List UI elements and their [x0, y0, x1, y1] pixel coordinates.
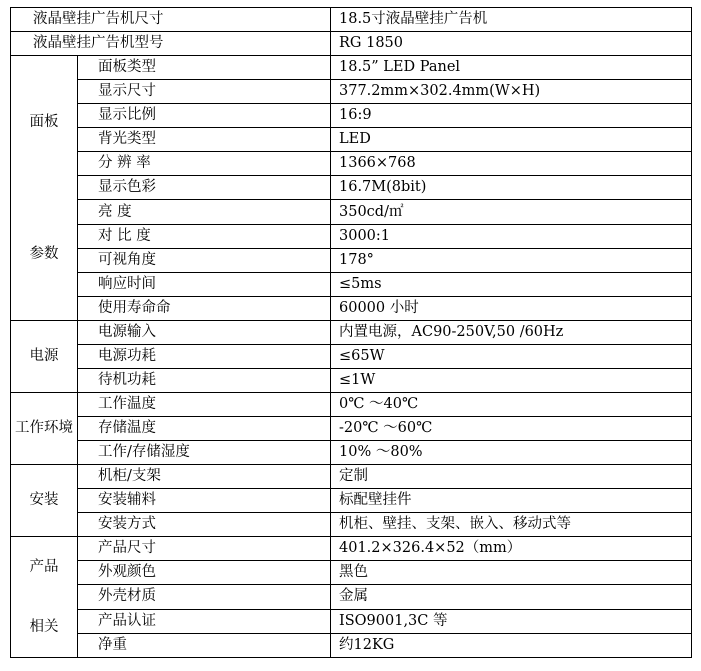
- param-name: 存储温度: [78, 417, 331, 441]
- param-name: 产品尺寸: [78, 537, 331, 561]
- table-row: [11, 104, 692, 128]
- param-value: 60000 小时: [331, 296, 692, 320]
- param-value: ≤1W: [331, 369, 692, 393]
- param-value: 标配壁挂件: [331, 489, 692, 513]
- table-row: [11, 633, 692, 657]
- row-value-size: 18.5寸液晶壁挂广告机: [331, 8, 692, 32]
- param-value: 18.5” LED Panel: [331, 56, 692, 80]
- category-cell: [11, 321, 78, 393]
- param-value: 金属: [331, 585, 692, 609]
- param-name: 净重: [78, 633, 331, 657]
- param-value: 黑色: [331, 561, 692, 585]
- param-name: 电源输入: [78, 321, 331, 345]
- param-name: 亮 度: [78, 200, 331, 224]
- param-name: 分 辨 率: [78, 152, 331, 176]
- param-value: ≤65W: [331, 345, 692, 369]
- category-cell: [11, 393, 78, 465]
- param-name: 外壳材质: [78, 585, 331, 609]
- param-value: 约12KG: [331, 633, 692, 657]
- table-row: [11, 345, 692, 369]
- param-name: 电源功耗: [78, 345, 331, 369]
- param-value: 1366×768: [331, 152, 692, 176]
- param-value: 401.2×326.4×52（mm）: [331, 537, 692, 561]
- param-name: 显示尺寸: [78, 80, 331, 104]
- table-row: [11, 152, 692, 176]
- table-row: [11, 296, 692, 320]
- param-name: 工作温度: [78, 393, 331, 417]
- category-label: 安装: [29, 492, 59, 508]
- row-label-model: 液晶壁挂广告机型号: [11, 32, 331, 56]
- table-row: [11, 248, 692, 272]
- table-row: [11, 417, 692, 441]
- category-label: 工作环境: [15, 420, 73, 436]
- param-value: 0℃ ～40℃: [331, 393, 692, 417]
- row-label-size: 液晶壁挂广告机尺寸: [11, 8, 331, 32]
- table-row: [11, 200, 692, 224]
- category-label: 相关: [29, 619, 59, 635]
- param-value: 350cd/㎡: [331, 200, 692, 224]
- param-value: 3000:1: [331, 224, 692, 248]
- param-name: 产品认证: [78, 609, 331, 633]
- param-name: 对 比 度: [78, 224, 331, 248]
- param-value: 机柜、壁挂、支架、嵌入、移动式等: [331, 513, 692, 537]
- param-name: 面板类型: [78, 56, 331, 80]
- table-row: [11, 393, 692, 417]
- table-row: [11, 369, 692, 393]
- param-value: 内置电源，AC90-250V,50 /60Hz: [331, 321, 692, 345]
- category-cell: [11, 465, 78, 537]
- param-name: 机柜/支架: [78, 465, 331, 489]
- spec-table: [10, 7, 692, 658]
- param-name: 背光类型: [78, 128, 331, 152]
- table-row: [11, 32, 692, 56]
- param-value: 16:9: [331, 104, 692, 128]
- param-value: ISO9001,3C 等: [331, 609, 692, 633]
- table-row: [11, 441, 692, 465]
- category-label: 参数: [29, 246, 59, 262]
- param-name: 可视角度: [78, 248, 331, 272]
- param-name: 使用寿命命: [78, 296, 331, 320]
- param-name: 外观颜色: [78, 561, 331, 585]
- param-name: 响应时间: [78, 272, 331, 296]
- param-value: 定制: [331, 465, 692, 489]
- table-row: [11, 56, 692, 80]
- category-label: 产品: [29, 559, 59, 575]
- param-value: 16.7M(8bit): [331, 176, 692, 200]
- param-value: 178°: [331, 248, 692, 272]
- category-label: 面板: [29, 114, 59, 130]
- param-name: 显示比例: [78, 104, 331, 128]
- category-cell: [11, 537, 78, 658]
- param-name: 显示色彩: [78, 176, 331, 200]
- param-name: 待机功耗: [78, 369, 331, 393]
- table-row: [11, 272, 692, 296]
- table-row: [11, 321, 692, 345]
- table-row: [11, 224, 692, 248]
- param-value: -20℃ ～60℃: [331, 417, 692, 441]
- table-row: [11, 609, 692, 633]
- table-row: [11, 585, 692, 609]
- param-value: ≤5ms: [331, 272, 692, 296]
- category-cell: [11, 56, 78, 321]
- table-row: [11, 489, 692, 513]
- spec-table-body: [11, 8, 692, 658]
- table-row: [11, 8, 692, 32]
- table-row: [11, 80, 692, 104]
- table-row: [11, 561, 692, 585]
- table-row: [11, 465, 692, 489]
- param-value: LED: [331, 128, 692, 152]
- table-row: [11, 537, 692, 561]
- row-value-model: RG 1850: [331, 32, 692, 56]
- table-row: [11, 176, 692, 200]
- table-row: [11, 128, 692, 152]
- param-value: 377.2mm×302.4mm(W×H): [331, 80, 692, 104]
- category-label: 电源: [29, 348, 59, 364]
- table-row: [11, 513, 692, 537]
- param-name: 安装方式: [78, 513, 331, 537]
- param-value: 10% ～80%: [331, 441, 692, 465]
- param-name: 安装辅料: [78, 489, 331, 513]
- param-name: 工作/存储湿度: [78, 441, 331, 465]
